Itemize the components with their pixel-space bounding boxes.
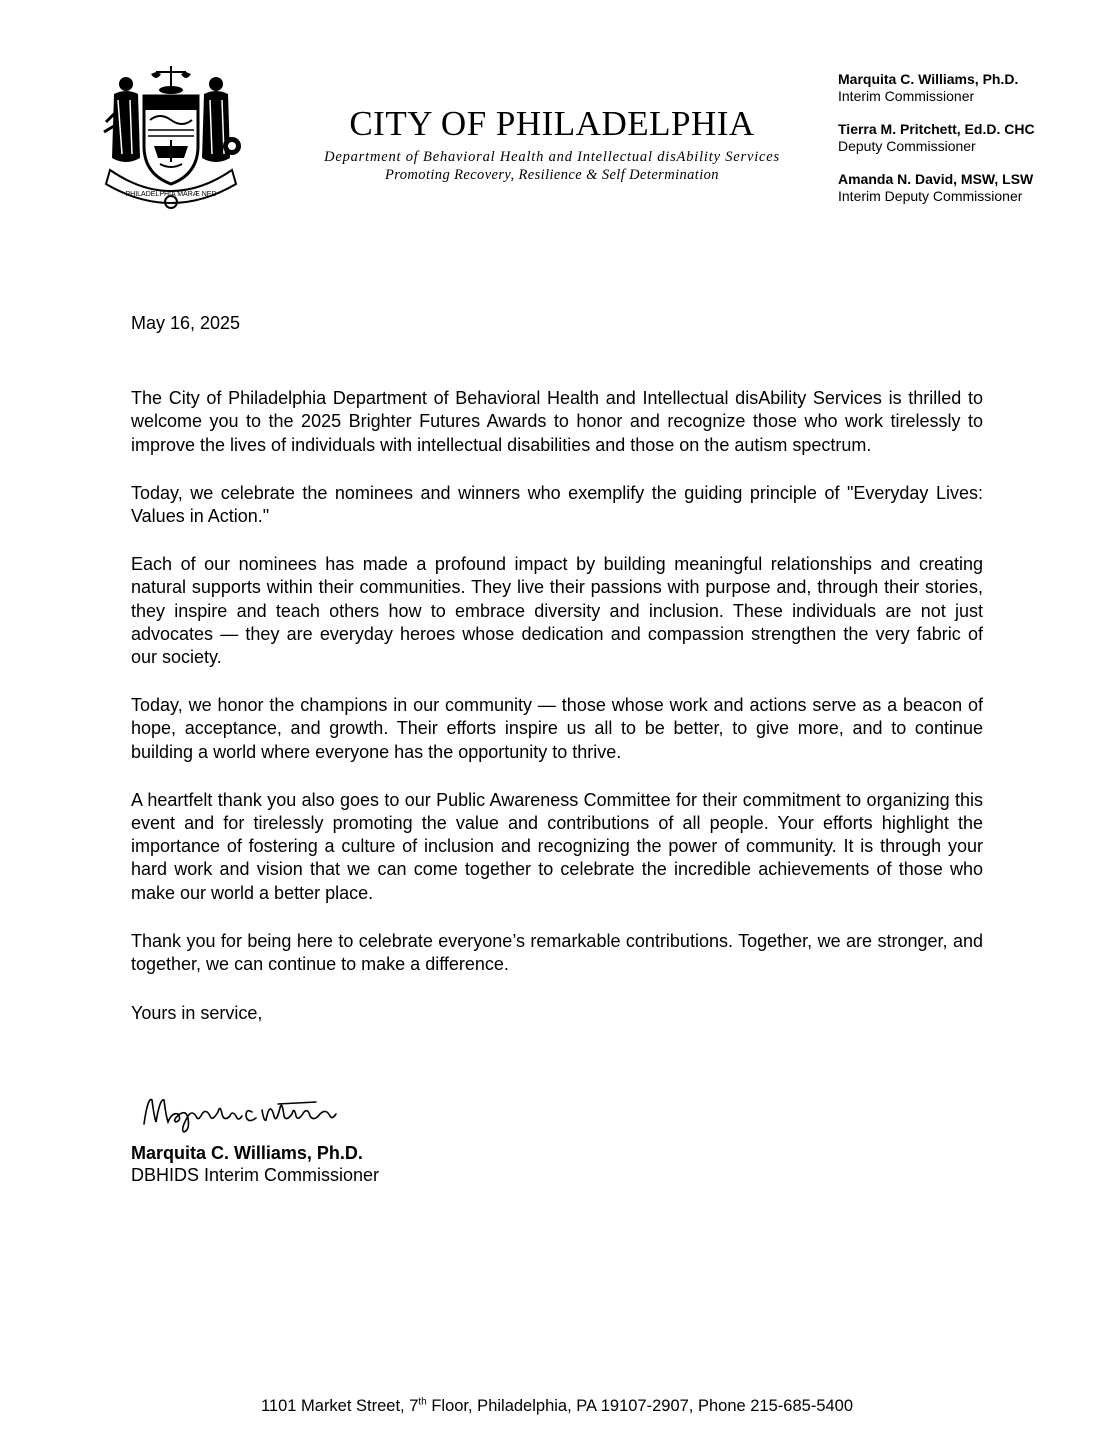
handwritten-signature-icon	[140, 1086, 340, 1136]
official-name: Tierra M. Pritchett, Ed.D. CHC	[838, 121, 1035, 137]
official-title: Interim Deputy Commissioner	[838, 188, 1023, 204]
signer-title: DBHIDS Interim Commissioner	[131, 1165, 380, 1185]
letter-body	[131, 312, 983, 1025]
letterhead	[292, 104, 812, 184]
letter-date: May 16, 2025	[131, 313, 241, 333]
letter-paragraph: Today, we celebrate the nominees and winners who exemplify the guiding principle of "Everyday Lives: Values in Action."	[131, 482, 983, 527]
signer-name: Marquita C. Williams, Ph.D.	[131, 1143, 363, 1163]
official-title: Interim Commissioner	[838, 88, 975, 104]
footer-address-superscript: th	[418, 1396, 427, 1408]
official-entry	[838, 121, 1098, 155]
letter-paragraph: The City of Philadelphia Department of Behavioral Health and Intellectual disAbility Services is thrilled to welcome you to the 2025 Brighter Futures Awards to honor and recognize those who work tirelessly to improve the lives of individuals with intellectual disabilities and those on the autism spectrum.	[131, 388, 983, 455]
official-entry	[838, 171, 1098, 205]
city-seal-icon	[96, 62, 246, 212]
department-motto: Promoting Recovery, Resilience & Self Determination	[385, 167, 719, 183]
footer-address-start: 1101 Market Street, 7	[260, 1397, 419, 1415]
signer-block	[131, 1142, 379, 1186]
seal-motto: PHILADELPHIA MARÆ NED	[125, 191, 217, 198]
letter-closing: Yours in service,	[131, 1003, 263, 1024]
city-title: CITY OF PHILADELPHIA	[349, 104, 755, 143]
official-title: Deputy Commissioner	[838, 138, 976, 154]
letter-paragraph: Each of our nominees has made a profound impact by building meaningful relationships and creating natural supports within their communities. They live their passions with purpose and, through their stories, they inspire and teach others how to embrace diversity and inclusion. These individuals are not just advocates — they are everyday heroes whose dedication and compassion strengthen the very fabric of our society.	[131, 554, 983, 668]
letter-paragraph: A heartfelt thank you also goes to our Public Awareness Committee for their commitment to organizing this event and for tirelessly promoting the value and contributions of all people. Your efforts highlight the importance of fostering a culture of inclusion and recognizing the power of community. It is through your hard work and vision that we can come together to celebrate the incredible achievements of those who make our world a better place.	[131, 789, 983, 903]
official-name: Amanda N. David, MSW, LSW	[838, 171, 1034, 187]
officials-list	[838, 71, 1098, 221]
footer-address	[0, 1396, 1114, 1416]
official-entry	[838, 71, 1098, 105]
letter-paragraph: Today, we honor the champions in our community — those whose work and actions serve as a beacon of hope, acceptance, and growth. Their efforts inspire us all to be better, to give more, and to continue building a world where everyone has the opportunity to thrive.	[131, 695, 983, 762]
letter-paragraph: Thank you for being here to celebrate everyone’s remarkable contributions. Together, we are stronger, and together, we can continue to make a difference.	[131, 930, 983, 975]
department-name: Department of Behavioral Health and Intellectual disAbility Services	[324, 149, 780, 165]
footer-address-end: Floor, Philadelphia, PA 19107-2907, Phone 215-685-5400	[426, 1397, 854, 1415]
official-name: Marquita C. Williams, Ph.D.	[838, 71, 1019, 87]
